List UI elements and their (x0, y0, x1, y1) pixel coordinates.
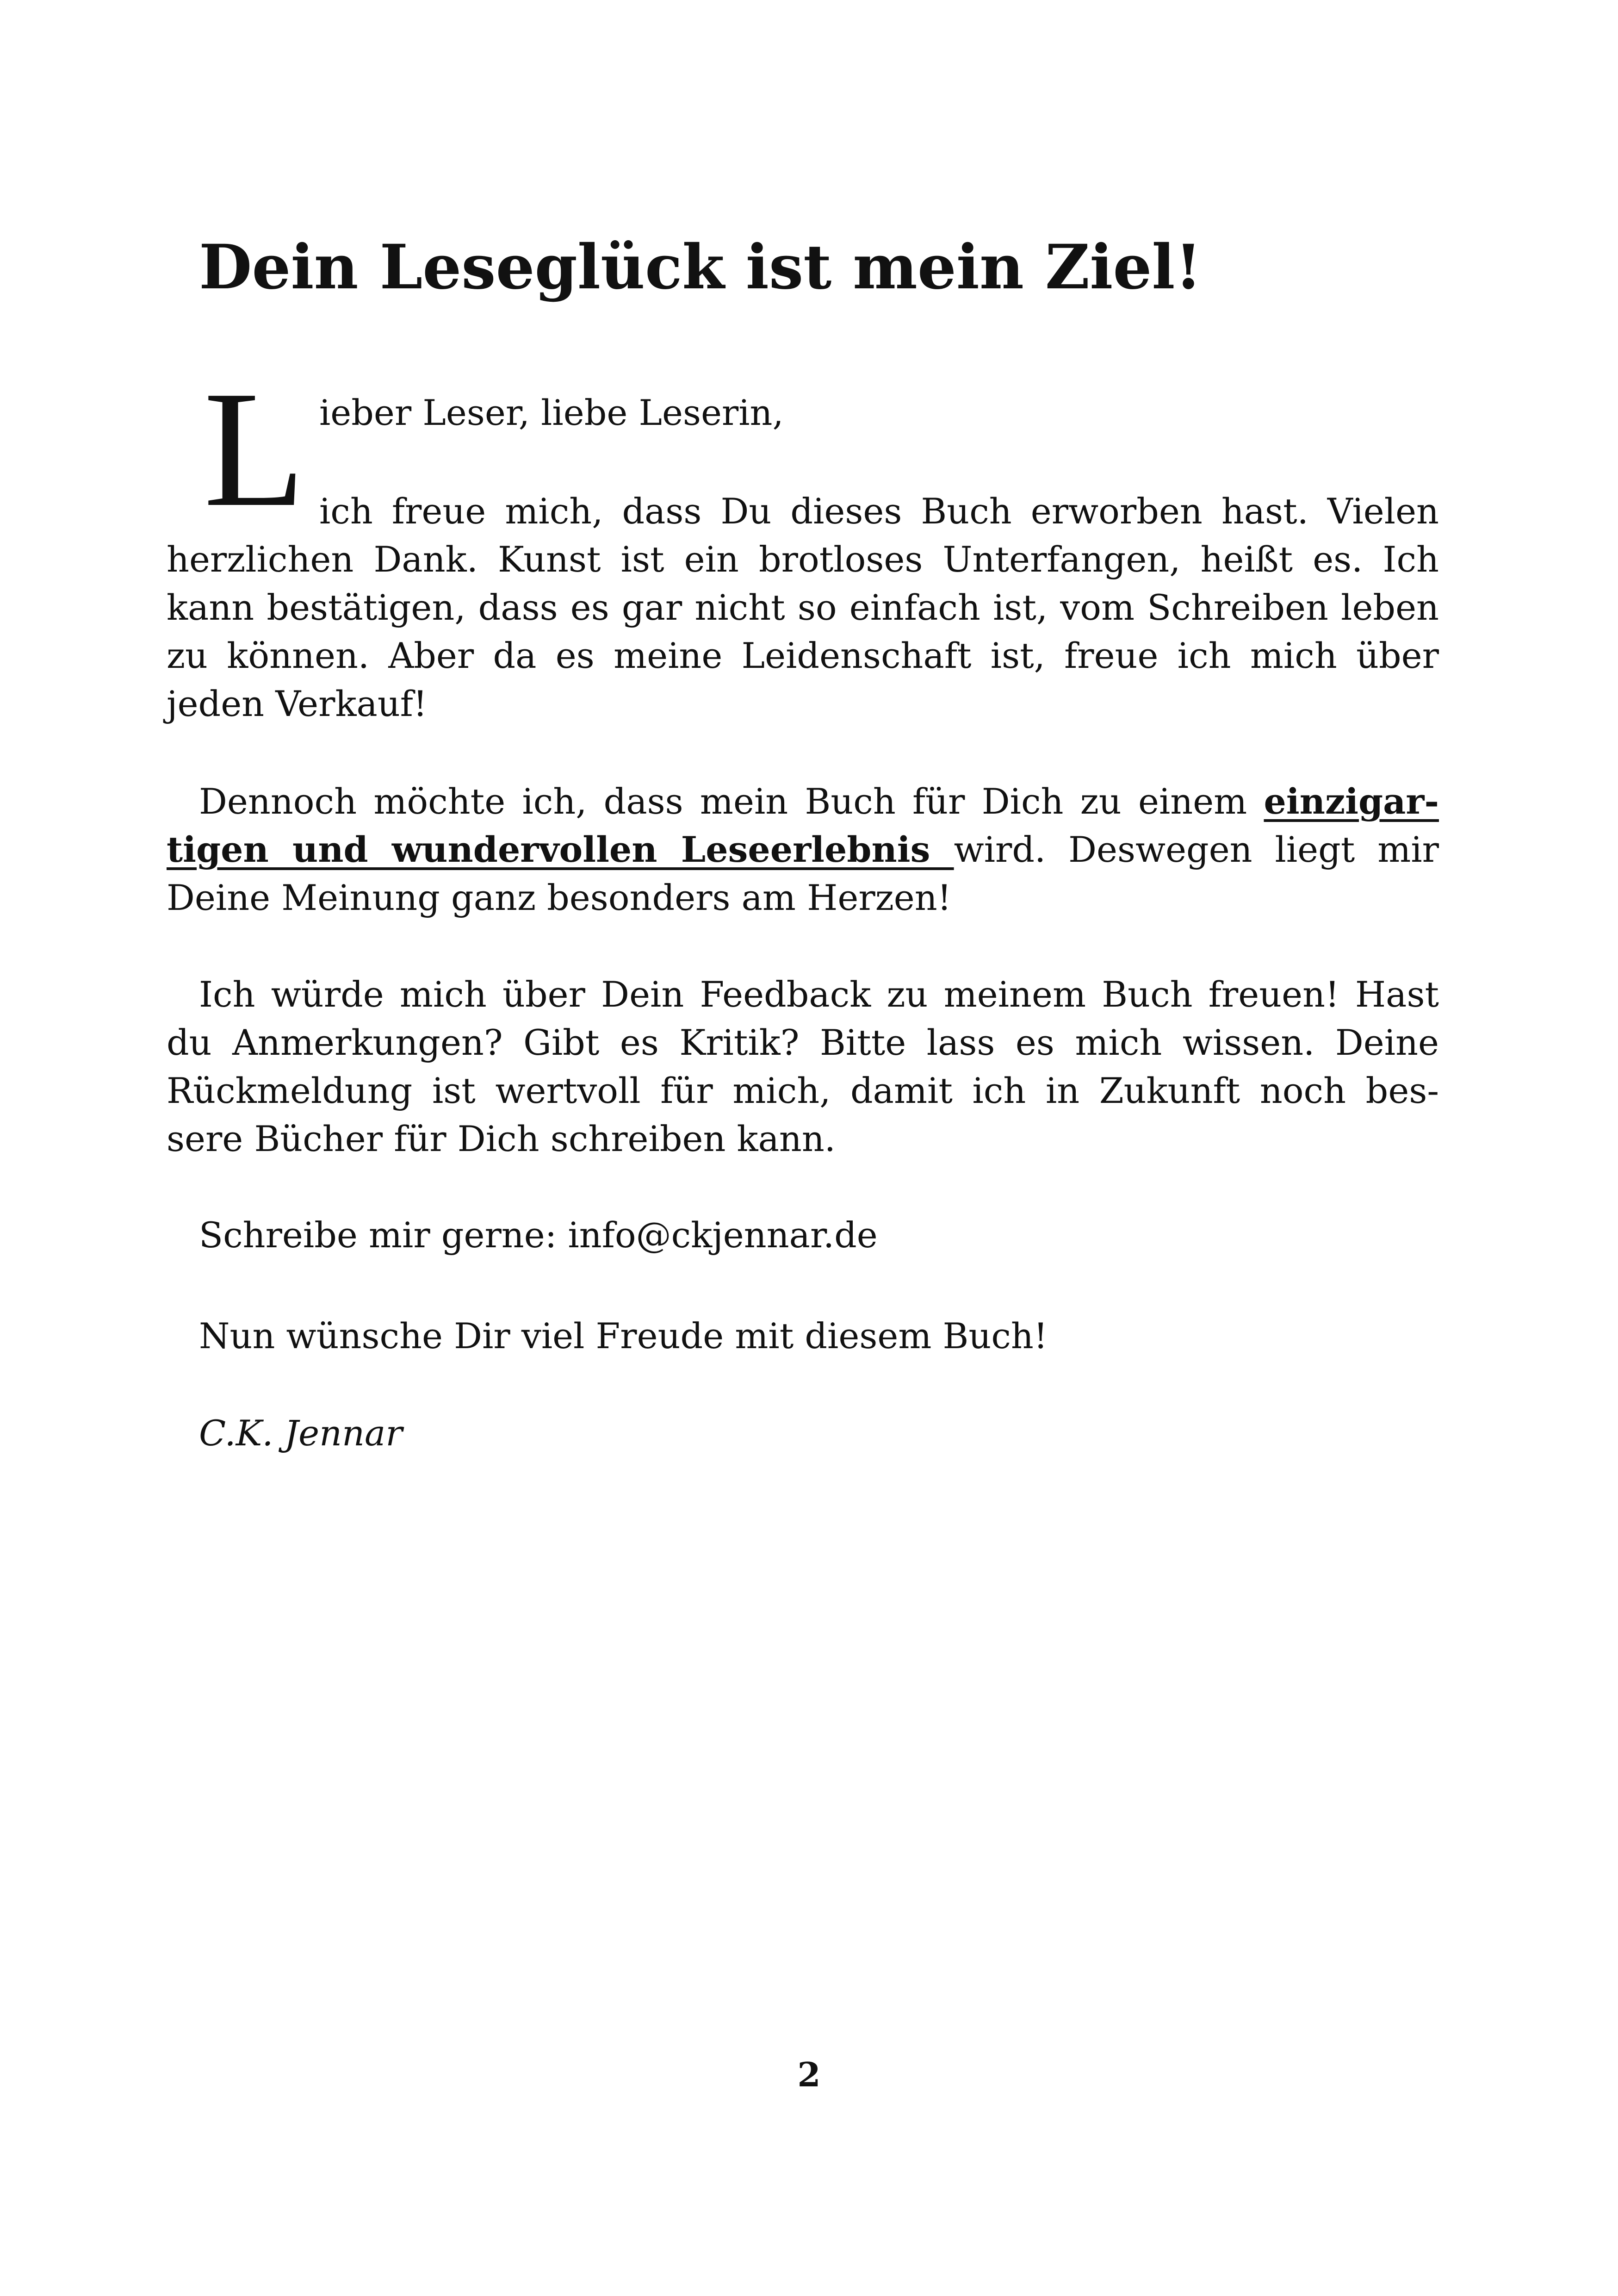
highlighted-phrase: einzigar- (1264, 781, 1439, 822)
paragraph-3-line: Rückmeldung ist wertvoll für mich, damit ich in Zukunft noch bes- (167, 1070, 1439, 1111)
paragraph-2 (167, 778, 1439, 922)
signature: C.K. Jennar (199, 1412, 403, 1454)
paragraph-2-line (167, 778, 1439, 826)
paragraph-2-text: wird. Deswegen liegt mir (954, 829, 1439, 870)
signature-paragraph (167, 1409, 1439, 1457)
paragraph-1-line: ich freue mich, dass Du dieses Buch erworben hast. Vielen (319, 491, 1439, 532)
contact-line: Schreibe mir gerne: info@ckjennar.de (199, 1214, 878, 1256)
drop-cap: L (204, 356, 305, 541)
paragraph-2-text: Dennoch möchte ich, dass mein Buch für Dich zu einem (199, 781, 1264, 822)
paragraph-1-line: herzlichen Dank. Kunst ist ein brotloses Unterfangen, heißt es. Ich (167, 539, 1439, 580)
paragraph-1-line: jeden Verkauf! (167, 683, 428, 724)
closing-paragraph (167, 1312, 1439, 1360)
page-number: 2 (797, 2055, 821, 2094)
paragraph-1-line: kann bestätigen, dass es gar nicht so einfach ist, vom Schreiben leben (167, 587, 1439, 628)
paragraph-1-line: zu können. Aber da es meine Leidenschaft ist, freue ich mich über (167, 635, 1439, 676)
paragraph-2-line: Deine Meinung ganz besonders am Herzen! (167, 877, 952, 918)
page-title: Dein Leseglück ist mein Ziel! (199, 231, 1202, 303)
paragraph-1 (167, 487, 1439, 728)
paragraph-3-line: Ich würde mich über Dein Feedback zu meinem Buch freuen! Hast (199, 974, 1439, 1015)
salutation-text: ieber Leser, liebe Leserin, (319, 392, 784, 433)
paragraph-3 (167, 971, 1439, 1163)
closing-line: Nun wünsche Dir viel Freude mit diesem Buch! (199, 1315, 1048, 1356)
salutation (319, 389, 1430, 437)
paragraph-2-line (167, 826, 1439, 874)
contact-paragraph (167, 1211, 1439, 1259)
paragraph-3-line: sere Bücher für Dich schreiben kann. (167, 1118, 836, 1159)
paragraph-3-line: du Anmerkungen? Gibt es Kritik? Bitte lass es mich wissen. Deine (167, 1022, 1439, 1063)
highlighted-phrase: tigen und wundervollen Leseerlebnis (167, 829, 954, 870)
